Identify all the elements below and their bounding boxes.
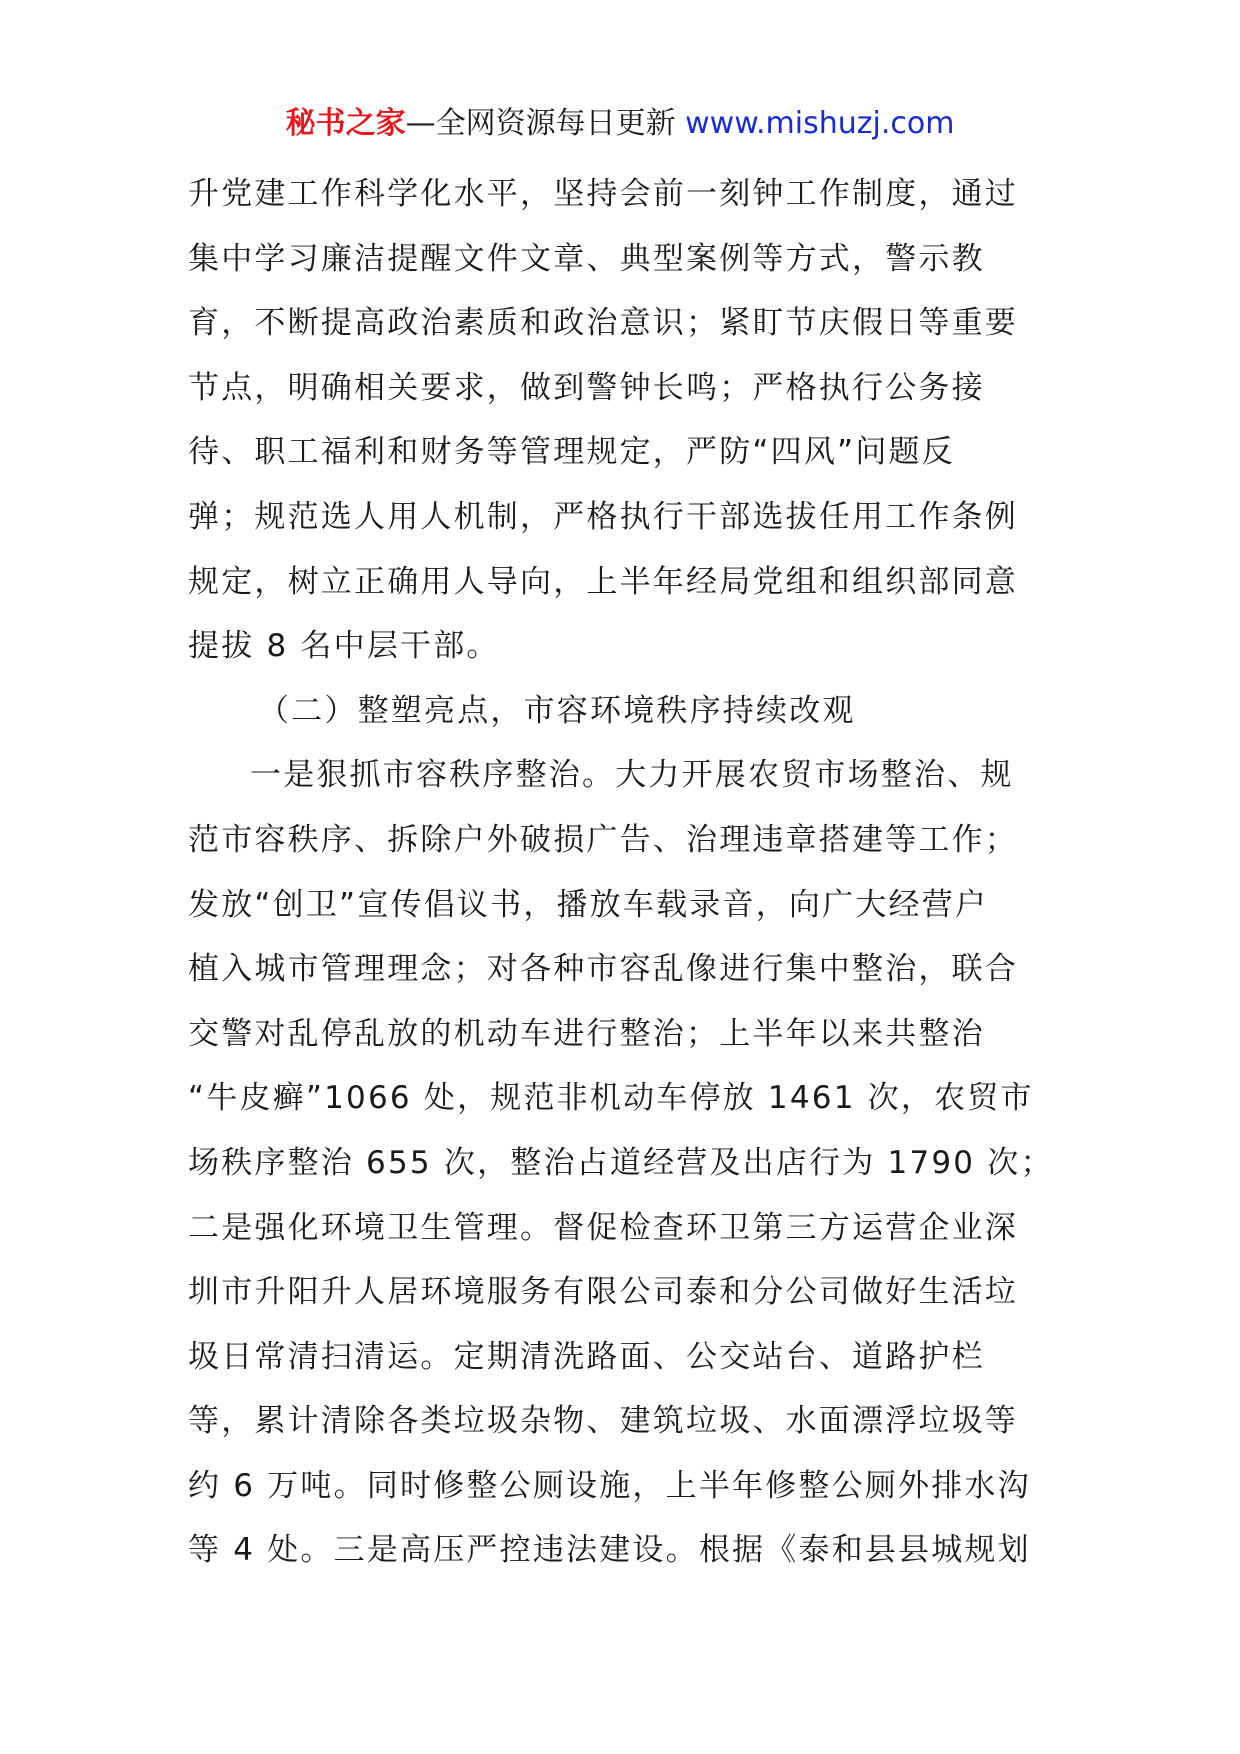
text-line: 一是狠抓市容秩序整治。大力开展农贸市场整治、规 [250,757,1014,794]
text-line: 规定，树立正确用人导向，上半年经局党组和组织部同意 [188,563,1018,600]
text-line: 待、职工福利和财务等管理规定，严防“四风”问题反 [188,434,955,471]
text-line: 植入城市管理理念；对各种市容乱像进行集中整治，联合 [188,951,1018,988]
text-line: 交警对乱停乱放的机动车进行整治；上半年以来共整治 [188,1015,985,1052]
text-line: 育，不断提高政治素质和政治意识；紧盯节庆假日等重要 [188,305,1018,342]
text-line: 圳市升阳升人居环境服务有限公司泰和分公司做好生活垃 [188,1274,1018,1311]
text-line: 等，累计清除各类垃圾杂物、建筑垃圾、水面漂浮垃圾等 [188,1403,1018,1440]
text-line: 约 6 万吨。同时修整公厕设施，上半年修整公厕外排水沟 [188,1467,1031,1504]
brand-name: 秘书之家 [285,106,406,141]
text-line: 集中学习廉洁提醒文件文章、典型案例等方式，警示教 [188,240,985,277]
document-body [188,162,1058,1583]
text-line: “牛皮癣”1066 处，规范非机动车停放 1461 次，农贸市 [188,1080,1034,1117]
text-line: 发放“创卫”宣传倡议书，播放车载录音，向广大经营户 [188,886,989,923]
text-line: 弹；规范选人用人机制，严格执行干部选拔任用工作条例 [188,498,1018,535]
header-url[interactable]: www.mishuzj.com [685,106,955,141]
text-line: 圾日常清扫清运。定期清洗路面、公交站台、道路护栏 [188,1338,985,1375]
header-tagline: —全网资源每日更新 [405,106,676,141]
text-line: 提拔 8 名中层干部。 [188,628,500,665]
section-heading: （二）整塑亮点，市容环境秩序持续改观 [258,692,856,729]
text-line: 升党建工作科学化水平，坚持会前一刻钟工作制度，通过 [188,176,1018,212]
text-line: 二是强化环境卫生管理。督促检查环卫第三方运营企业深 [188,1209,1018,1246]
text-line: 范市容秩序、拆除户外破损广告、治理违章搭建等工作； [188,821,1018,858]
document-header [0,104,1240,144]
text-line: 等 4 处。三是高压严控违法建设。根据《泰和县县城规划 [188,1532,1031,1569]
text-line: 场秩序整治 655 次，整治占道经营及出店行为 1790 次； [188,1144,1054,1181]
text-line: 节点，明确相关要求，做到警钟长鸣；严格执行公务接 [188,369,985,406]
